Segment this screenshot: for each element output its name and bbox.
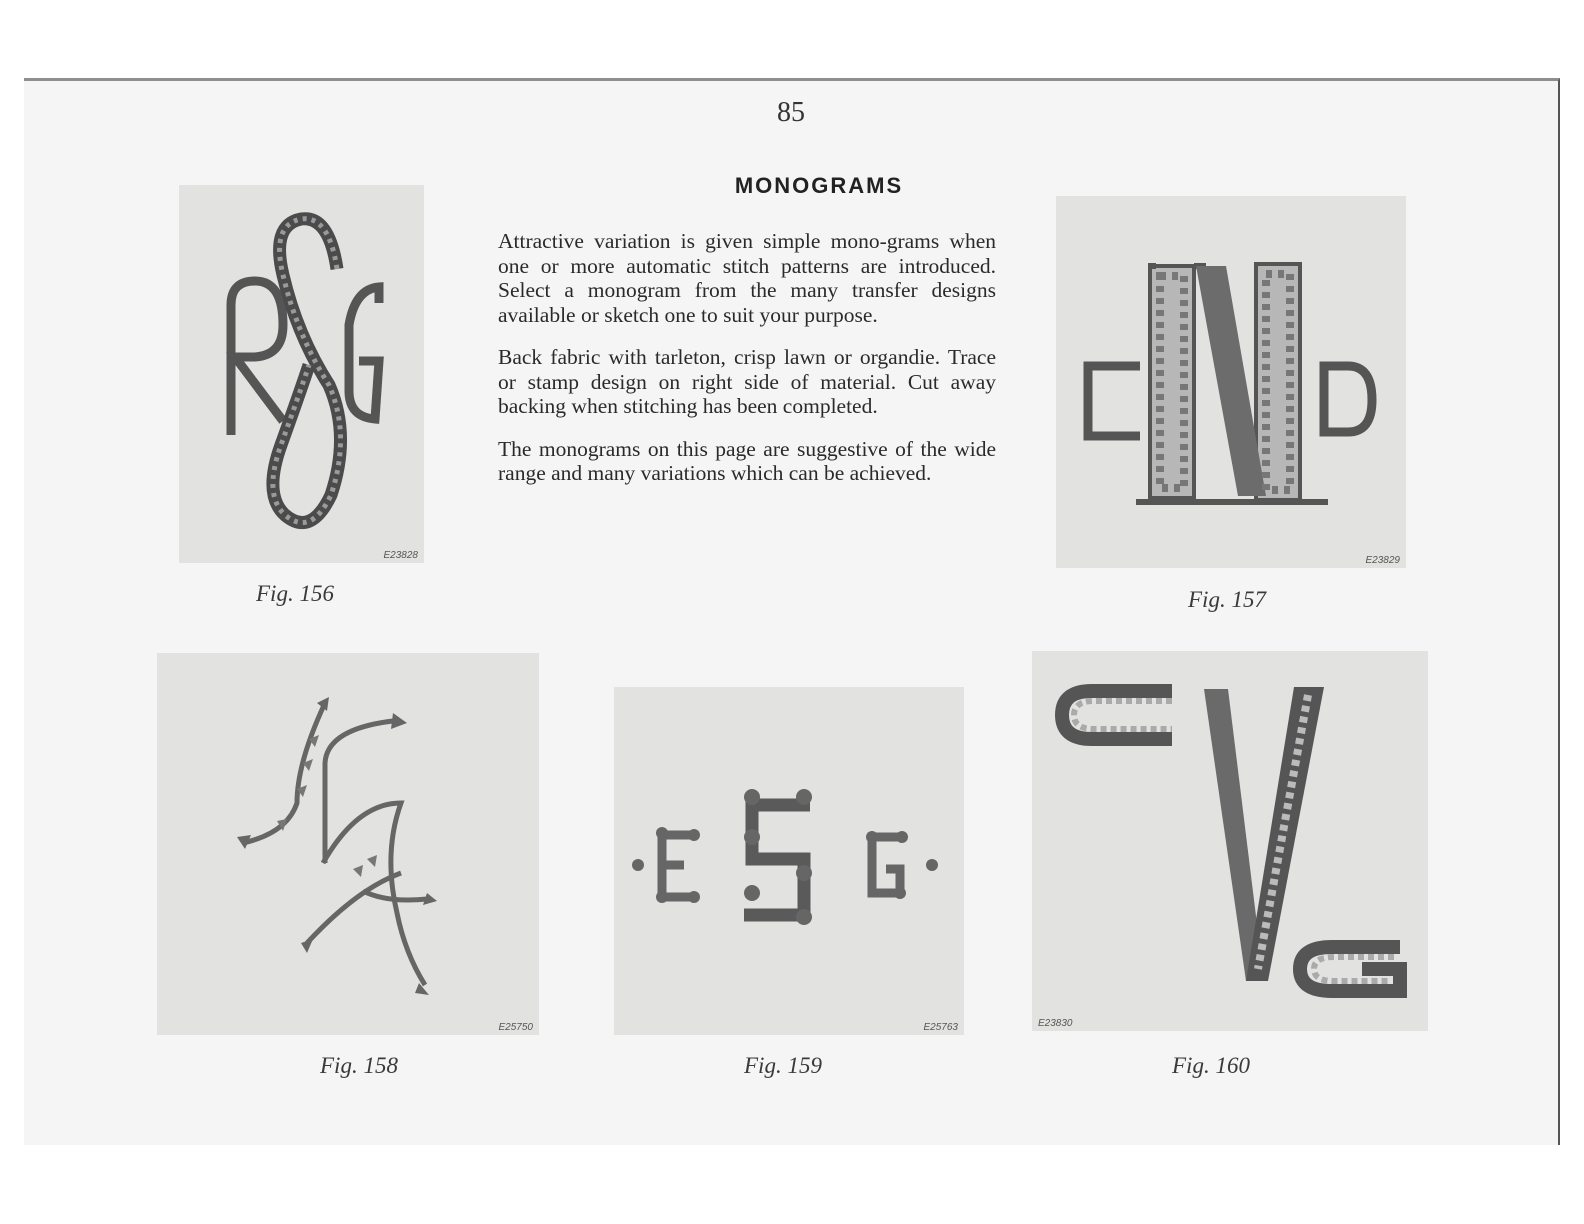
letter-d-stroke (1324, 366, 1372, 432)
letter-g-stitched (1300, 947, 1400, 991)
body-text (498, 229, 996, 504)
script-strokes (243, 703, 427, 985)
paragraph-3: The monograms on this page are suggestive of the wide range and many variations which can be achieved. (498, 436, 996, 485)
letter-v-stitched (1204, 687, 1324, 981)
caption-fig-156: Fig. 156 (256, 581, 334, 606)
monogram-cvg-illustration (1032, 651, 1428, 1031)
letter-s-stroke (273, 219, 341, 523)
figure-160-image (1032, 651, 1428, 1031)
figure-code: E25763 (923, 1022, 958, 1033)
page-number: 85 (777, 97, 805, 128)
letter-n-stitched (1136, 264, 1328, 502)
letter-e-stroke (662, 835, 692, 897)
figure-code: E23830 (1038, 1018, 1073, 1029)
book-page (24, 78, 1560, 1145)
figure-code: E23828 (383, 550, 418, 561)
figure-159-image (614, 687, 964, 1035)
letter-c-stroke (1088, 366, 1140, 436)
section-heading: MONOGRAMS (734, 173, 904, 198)
monogram-esg-illustration (614, 687, 964, 1035)
paragraph-2: Back fabric with tarleton, crisp lawn or organdie. Trace or stamp design on right side of material. Cut away backing when stitching has been completed. (498, 345, 996, 418)
letter-r-stroke (231, 281, 283, 435)
paragraph-1: Attractive variation is given simple mono-grams when one or more automatic stitch patterns are introduced. Select a monogram from the many transfer designs available or sketch one to suit your purpose. (498, 229, 996, 327)
letter-g-stroke (872, 837, 900, 893)
monogram-cnd-illustration (1056, 196, 1406, 568)
monogram-script-illustration (157, 653, 539, 1035)
letter-c-stitched (1062, 691, 1172, 739)
letter-g-stroke (349, 287, 379, 419)
figure-157-image (1056, 196, 1406, 568)
caption-fig-160: Fig. 160 (1172, 1053, 1250, 1078)
figure-code: E25750 (498, 1022, 533, 1033)
monogram-rsg-illustration (179, 185, 424, 563)
caption-fig-158: Fig. 158 (320, 1053, 398, 1078)
figure-code: E23829 (1365, 555, 1400, 566)
figure-158-image (157, 653, 539, 1035)
figure-156-image (179, 185, 424, 563)
caption-fig-157: Fig. 157 (1188, 587, 1266, 612)
caption-fig-159: Fig. 159 (744, 1053, 822, 1078)
